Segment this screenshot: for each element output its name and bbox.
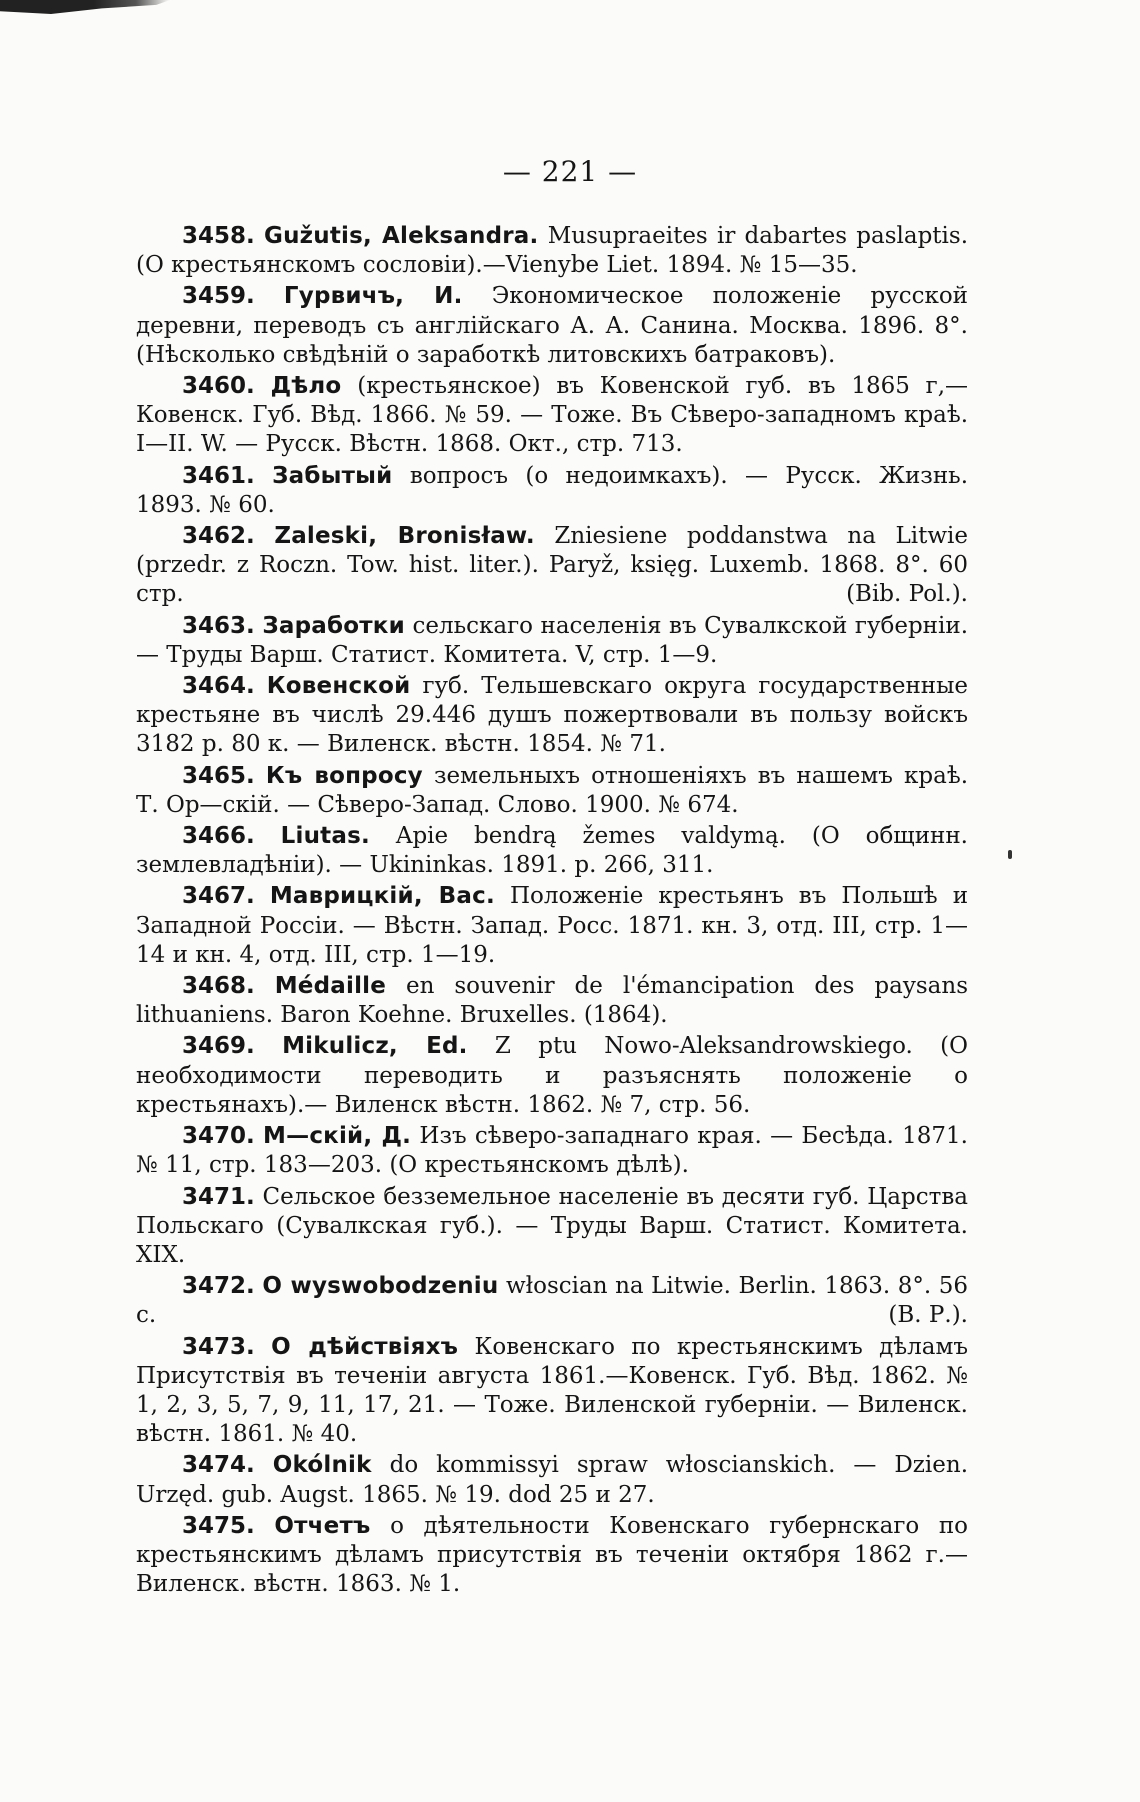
entry-3469: 3469. Mikulicz, Ed. Z ptu Nowo-Aleksandrowskiego. (О необходимости переводить и разъяснять положеніе о крестьянахъ).— Виленск вѣстн. 1862. № 7, стр. 56. — [136, 1033, 969, 1118]
entry-3465: 3465. Къ вопросу земельныхъ отношеніяхъ въ нашемъ краѣ. Т. Ор—скій. — Сѣверо-Запад. Слово. 1900. № 674. — [136, 762, 969, 818]
entry-3467: 3467. Маврицкій, Вас. Положеніе крестьянъ въ Польшѣ и Западной Россіи. — Вѣстн. Запад. Росс. 1871. кн. 3, отд. III, стр. 1—14 и кн. 4, отд. III, стр. 1—19. — [136, 883, 969, 968]
source-tag: (В. Р.). — [888, 1302, 968, 1329]
source-tag: (Bib. Pol.). — [846, 581, 968, 608]
entry-3462: 3462. Zaleski, Bronisław. Zniesiene poddanstwa na Litwie (przedr. z Roczn. Tow. hist. liter.). Paryž, księg. Luxemb. 1868. 8°. 60 стр. (Bib. Pol.). — [136, 522, 968, 610]
entry-3468: 3468. Médaille en souvenir de l'émancipation des paysans lithuaniens. Baron Koehne. Bruxelles. (1864). — [136, 973, 968, 1029]
ink-speck — [1008, 850, 1012, 859]
scan-artifact — [0, 0, 170, 14]
entry-3475: 3475. Отчетъ о дѣятельности Ковенскаго губернскаго по крестьянскимъ дѣламъ присутствія въ теченіи октября 1862 г.— Виленск. вѣстн. 1863. № 1. — [136, 1512, 968, 1598]
entry-3472: 3472. O wyswobodzeniu włoscian na Litwie. Berlin. 1863. 8°. 56 с. (В. Р.). — [136, 1272, 968, 1330]
entry-3471: 3471. Сельское безземельное населеніе въ десяти губ. Царства Польскаго (Сувалкская губ.). — Труды Варш. Статист. Комитета. XIX. — [136, 1183, 968, 1268]
entry-3473: 3473. О дѣйствіяхъ Ковенскаго по крестьянскимъ дѣламъ Присутствія въ теченіи августа 1861.—Ковенск. Губ. Вѣд. 1862. № 1, 2, 3, 5, 7, 9, 11, 17, 21. — Тоже. Виленской губерніи. — Виленск. вѣстн. 1861. № 40. — [136, 1333, 968, 1448]
entry-3461: 3461. Забытый вопросъ (о недоимкахъ). — Русск. Жизнь. 1893. № 60. — [136, 462, 969, 518]
entry-3460: 3460. Дѣло (крестьянское) въ Ковенской губ. въ 1865 г,— Ковенск. Губ. Вѣд. 1866. № 59. — Тоже. Въ Сѣверо-западномъ краѣ. I—II. W. — Русск. Вѣстн. 1868. Окт., стр. 713. — [136, 373, 969, 458]
entry-3463: 3463. Заработки сельскаго населенія въ Сувалкской губерніи. — Труды Варш. Статист. Комитета. V, стр. 1—9. — [136, 612, 969, 668]
page-number: — 221 — — [502, 155, 638, 188]
entry-3459: 3459. Гурвичъ, И. Экономическое положеніе русской деревни, переводъ съ англійскаго А. А. Санина. Москва. 1896. 8°. (Нѣсколько свѣдѣній о заработкѣ литовскихъ батраковъ). — [136, 283, 969, 368]
bibliography-list — [136, 222, 968, 1601]
entry-3458: 3458. Gužutis, Aleksandra. Musupraeites ir dabartes paslaptis. (О крестьянскомъ сословіи).—Vienybe Liet. 1894. № 15—35. — [136, 223, 969, 279]
entry-3474: 3474. Okólnik do kommissyi spraw włoscianskich. — Dzien. Urzęd. gub. Augst. 1865. № 19. dod 25 и 27. — [136, 1452, 969, 1508]
entry-3470: 3470. М—скій, Д. Изъ сѣверо-западнаго края. — Бесѣда. 1871. № 11, стр. 183—203. (О крестьянскомъ дѣлѣ). — [136, 1123, 968, 1179]
entry-3466: 3466. Liutas. Apie bendrą žemes valdymą. (О общинн. землевладѣніи). — Ukininkas. 1891. p. 266, 311. — [136, 823, 968, 879]
entry-3464: 3464. Ковенской губ. Тельшевскаго округа государственные крестьяне въ числѣ 29.446 душъ пожертвовали въ пользу войскъ 3182 р. 80 к. — Виленск. вѣстн. 1854. № 71. — [136, 673, 969, 758]
